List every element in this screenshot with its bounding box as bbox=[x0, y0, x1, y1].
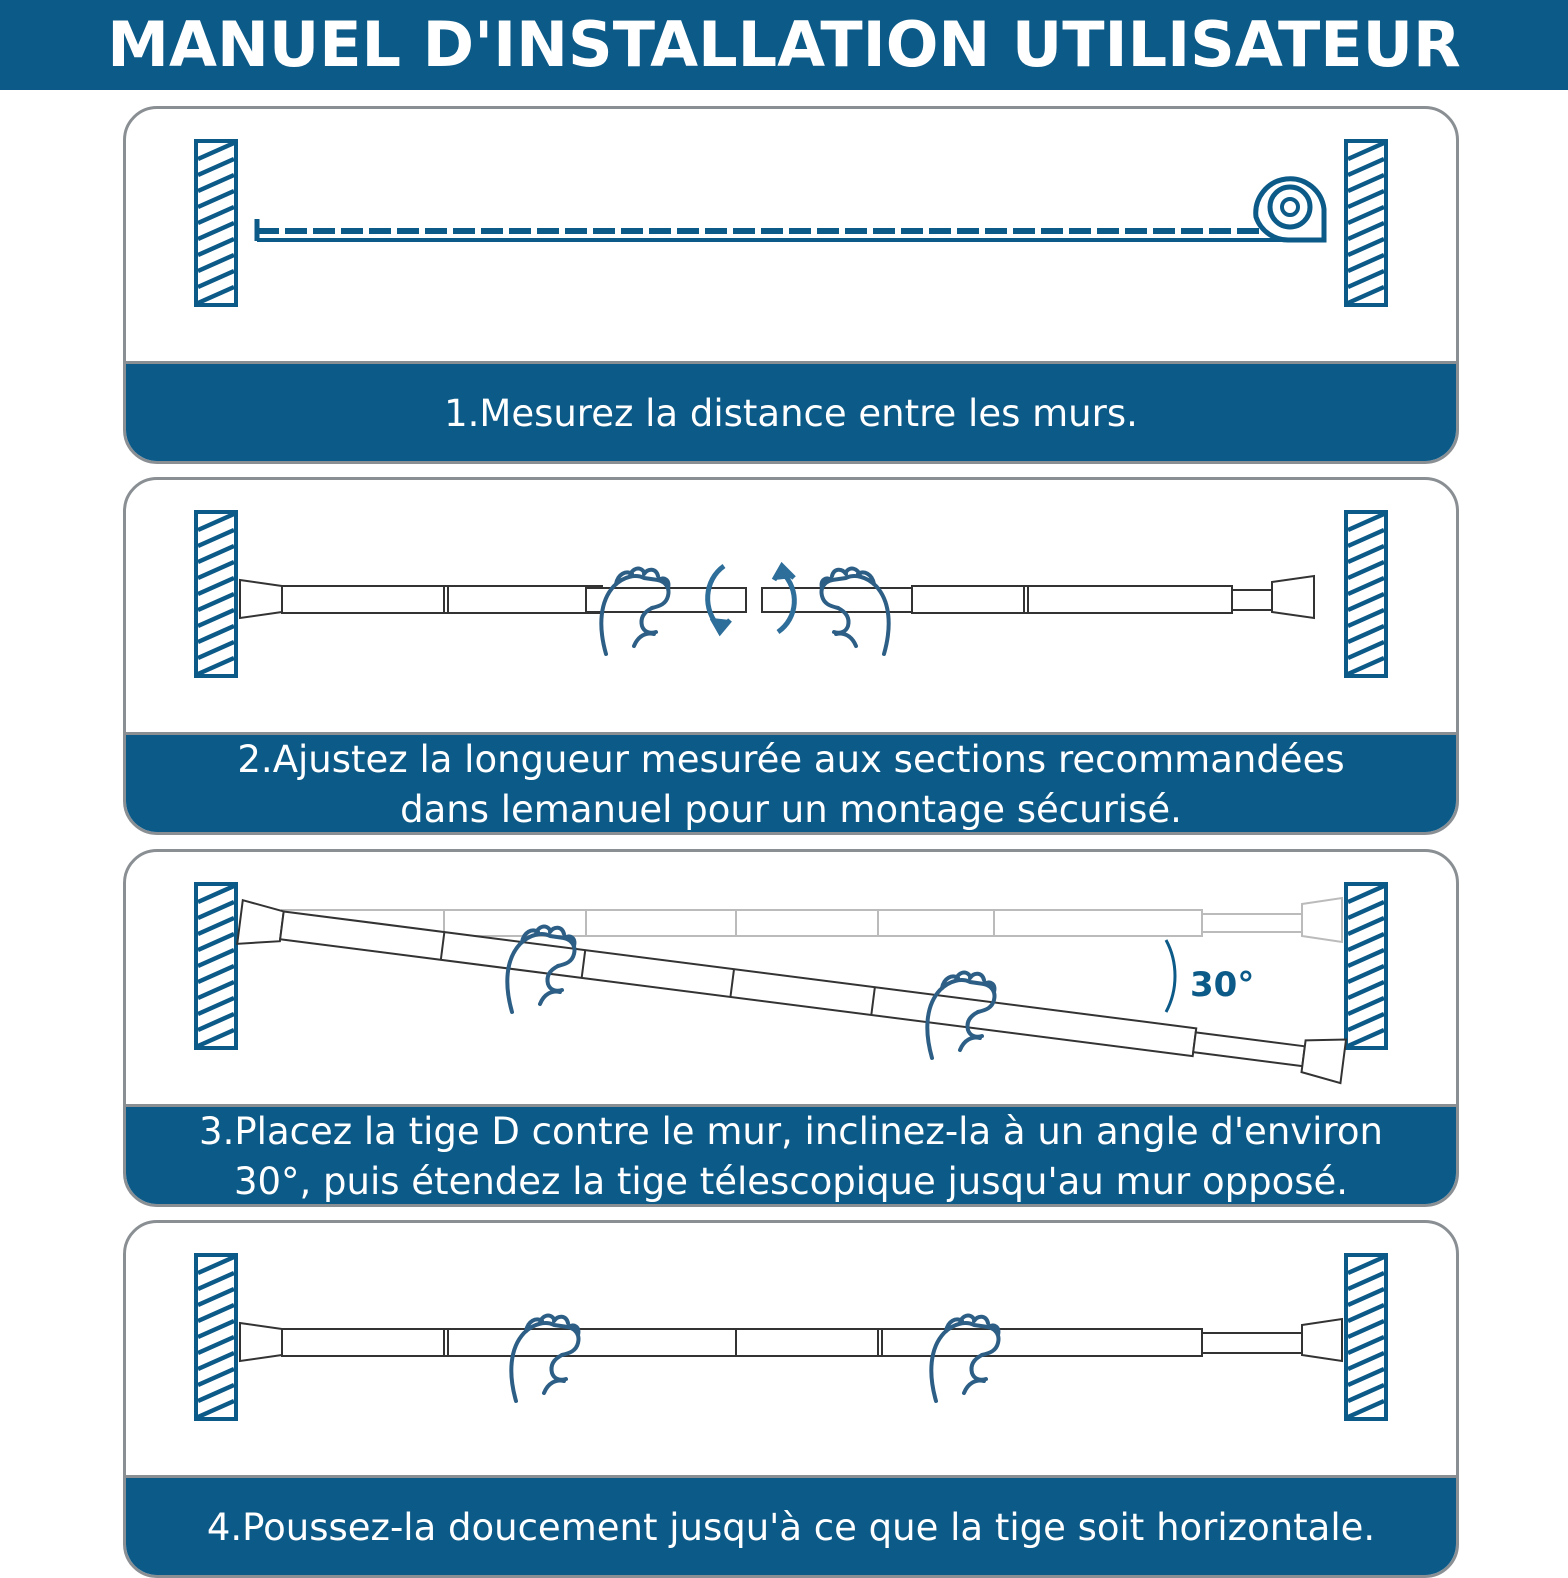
title-banner bbox=[0, 0, 1568, 90]
step-4-card bbox=[123, 1220, 1459, 1578]
step-4-caption bbox=[126, 1475, 1456, 1578]
measure-illustration bbox=[126, 109, 1456, 361]
wall-right-icon bbox=[1346, 141, 1386, 305]
rod-icon bbox=[240, 1319, 1342, 1361]
step-3-caption bbox=[126, 1104, 1456, 1207]
adjust-illustration bbox=[126, 480, 1456, 732]
tape-measure-icon bbox=[257, 179, 1326, 241]
wall-right-icon bbox=[1346, 884, 1386, 1048]
angle-label: 30° bbox=[1190, 965, 1255, 1005]
step-2-card bbox=[123, 477, 1459, 835]
step-3-line-1: 3.Placez la tige D contre le mur, inclinez-la à un angle d'environ bbox=[199, 1110, 1383, 1153]
wall-right-icon bbox=[1346, 1255, 1386, 1419]
step-2-line-2: dans lemanuel pour un montage sécurisé. bbox=[400, 788, 1182, 831]
step-3-line-2: 30°, puis étendez la tige télescopique jusqu'au mur opposé. bbox=[233, 1160, 1349, 1203]
step-1-caption bbox=[126, 361, 1456, 464]
rod-icon bbox=[240, 576, 1314, 618]
page-title: MANUEL D'INSTALLATION UTILISATEUR bbox=[107, 8, 1461, 81]
step-2-line-1: 2.Ajustez la longueur mesurée aux sections recommandées bbox=[237, 738, 1345, 781]
step-4-line-1: 4.Poussez-la doucement jusqu'à ce que la tige soit horizontale. bbox=[206, 1506, 1376, 1549]
step-2-caption bbox=[126, 732, 1456, 835]
wall-left-icon bbox=[196, 884, 236, 1048]
step-1-line-1: 1.Mesurez la distance entre les murs. bbox=[444, 392, 1138, 435]
angle-arc-icon bbox=[1166, 940, 1175, 1012]
tilt-illustration bbox=[126, 852, 1456, 1104]
wall-left-icon bbox=[196, 512, 236, 676]
wall-right-icon bbox=[1346, 512, 1386, 676]
step-3-card bbox=[123, 849, 1459, 1207]
wall-left-icon bbox=[196, 141, 236, 305]
level-illustration bbox=[126, 1223, 1456, 1475]
step-1-card bbox=[123, 106, 1459, 464]
wall-left-icon bbox=[196, 1255, 236, 1419]
